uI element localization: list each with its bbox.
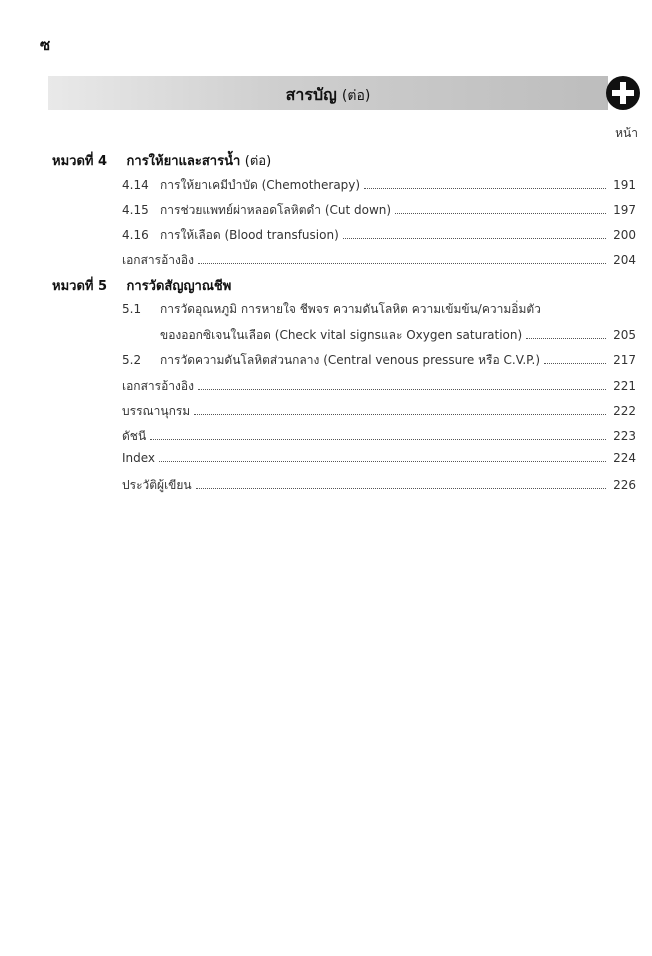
entry-page: 224	[613, 451, 636, 465]
dot-leader	[395, 213, 606, 214]
toc-entry-continuation[interactable]	[160, 326, 636, 345]
dot-leader	[159, 461, 606, 462]
entry-page: 221	[613, 379, 636, 393]
toc-entry[interactable]	[122, 226, 636, 245]
plus-icon	[606, 76, 640, 110]
entry-page: 200	[613, 228, 636, 242]
entry-title: เอกสารอ้างอิง	[122, 253, 194, 267]
toc-title-main: สารบัญ	[285, 85, 337, 104]
entry-title: บรรณานุกรม	[122, 404, 191, 418]
dot-leader	[194, 414, 606, 415]
entry-page: 226	[613, 478, 636, 492]
dot-leader	[364, 188, 606, 189]
chapter-number: หมวดที่ 5	[52, 279, 108, 294]
toc-entry[interactable]	[122, 176, 636, 195]
chapter-title: การวัดสัญญาณชีพ	[126, 279, 232, 294]
entry-number: 4.14	[122, 178, 149, 192]
entry-title: ดัชนี	[122, 429, 147, 443]
dot-leader	[198, 389, 606, 390]
toc-backmatter-entry[interactable]	[122, 476, 636, 495]
entry-title: การวัดอุณหภูมิ การหายใจ ชีพจร ความดันโลหิต ความเข้มข้น/ความอิ่มตัว	[160, 302, 541, 316]
entry-number: 5.2	[122, 353, 142, 367]
toc-backmatter-entry[interactable]	[122, 451, 636, 465]
entry-title: การวัดความดันโลหิตส่วนกลาง (Central venous pressure หรือ C.V.P.)	[160, 353, 541, 367]
entry-title: การให้ยาเคมีบำบัด (Chemotherapy)	[160, 178, 361, 192]
entry-page: 191	[613, 178, 636, 192]
toc-reference-entry[interactable]	[122, 251, 636, 270]
chapter-number: หมวดที่ 4	[52, 154, 108, 169]
dot-leader	[526, 338, 606, 339]
page-label: ซ	[40, 36, 51, 54]
dot-leader	[150, 439, 606, 440]
page-column-header: หน้า	[615, 126, 638, 140]
entry-title: ประวัติผู้เขียน	[122, 478, 192, 492]
entry-number: 4.16	[122, 228, 149, 242]
toc-backmatter-entry[interactable]	[122, 427, 636, 446]
chapter-title: การให้ยาและสารน้ำ	[126, 154, 241, 169]
dot-leader	[343, 238, 606, 239]
entry-title: เอกสารอ้างอิง	[122, 379, 194, 393]
entry-title: การให้เลือด (Blood transfusion)	[160, 228, 339, 242]
entry-page: 222	[613, 404, 636, 418]
chapter-heading[interactable]	[52, 275, 231, 296]
toc-title-suffix: (ต่อ)	[341, 88, 371, 104]
entry-page: 205	[613, 328, 636, 342]
entry-title: การช่วยแพทย์ผ่าหลอดโลหิตดำ (Cut down)	[160, 203, 392, 217]
entry-title: Index	[122, 451, 156, 465]
chapter-heading[interactable]	[52, 150, 271, 171]
toc-entry[interactable]	[122, 300, 636, 319]
toc-entry[interactable]	[122, 201, 636, 220]
toc-reference-entry[interactable]	[122, 377, 636, 396]
entry-page: 204	[613, 253, 636, 267]
entry-page: 197	[613, 203, 636, 217]
entry-number: 4.15	[122, 203, 149, 217]
toc-title-bar	[48, 76, 608, 110]
toc-entry[interactable]	[122, 351, 636, 370]
entry-page: 217	[613, 353, 636, 367]
entry-page: 223	[613, 429, 636, 443]
entry-title-continued: ของออกซิเจนในเลือด (Check vital signsและ Oxygen saturation)	[160, 328, 523, 342]
toc-backmatter-entry[interactable]	[122, 402, 636, 421]
chapter-suffix: (ต่อ)	[244, 154, 272, 169]
dot-leader	[544, 363, 606, 364]
toc-title	[48, 83, 608, 108]
dot-leader	[196, 488, 606, 489]
entry-number: 5.1	[122, 302, 142, 316]
dot-leader	[198, 263, 606, 264]
